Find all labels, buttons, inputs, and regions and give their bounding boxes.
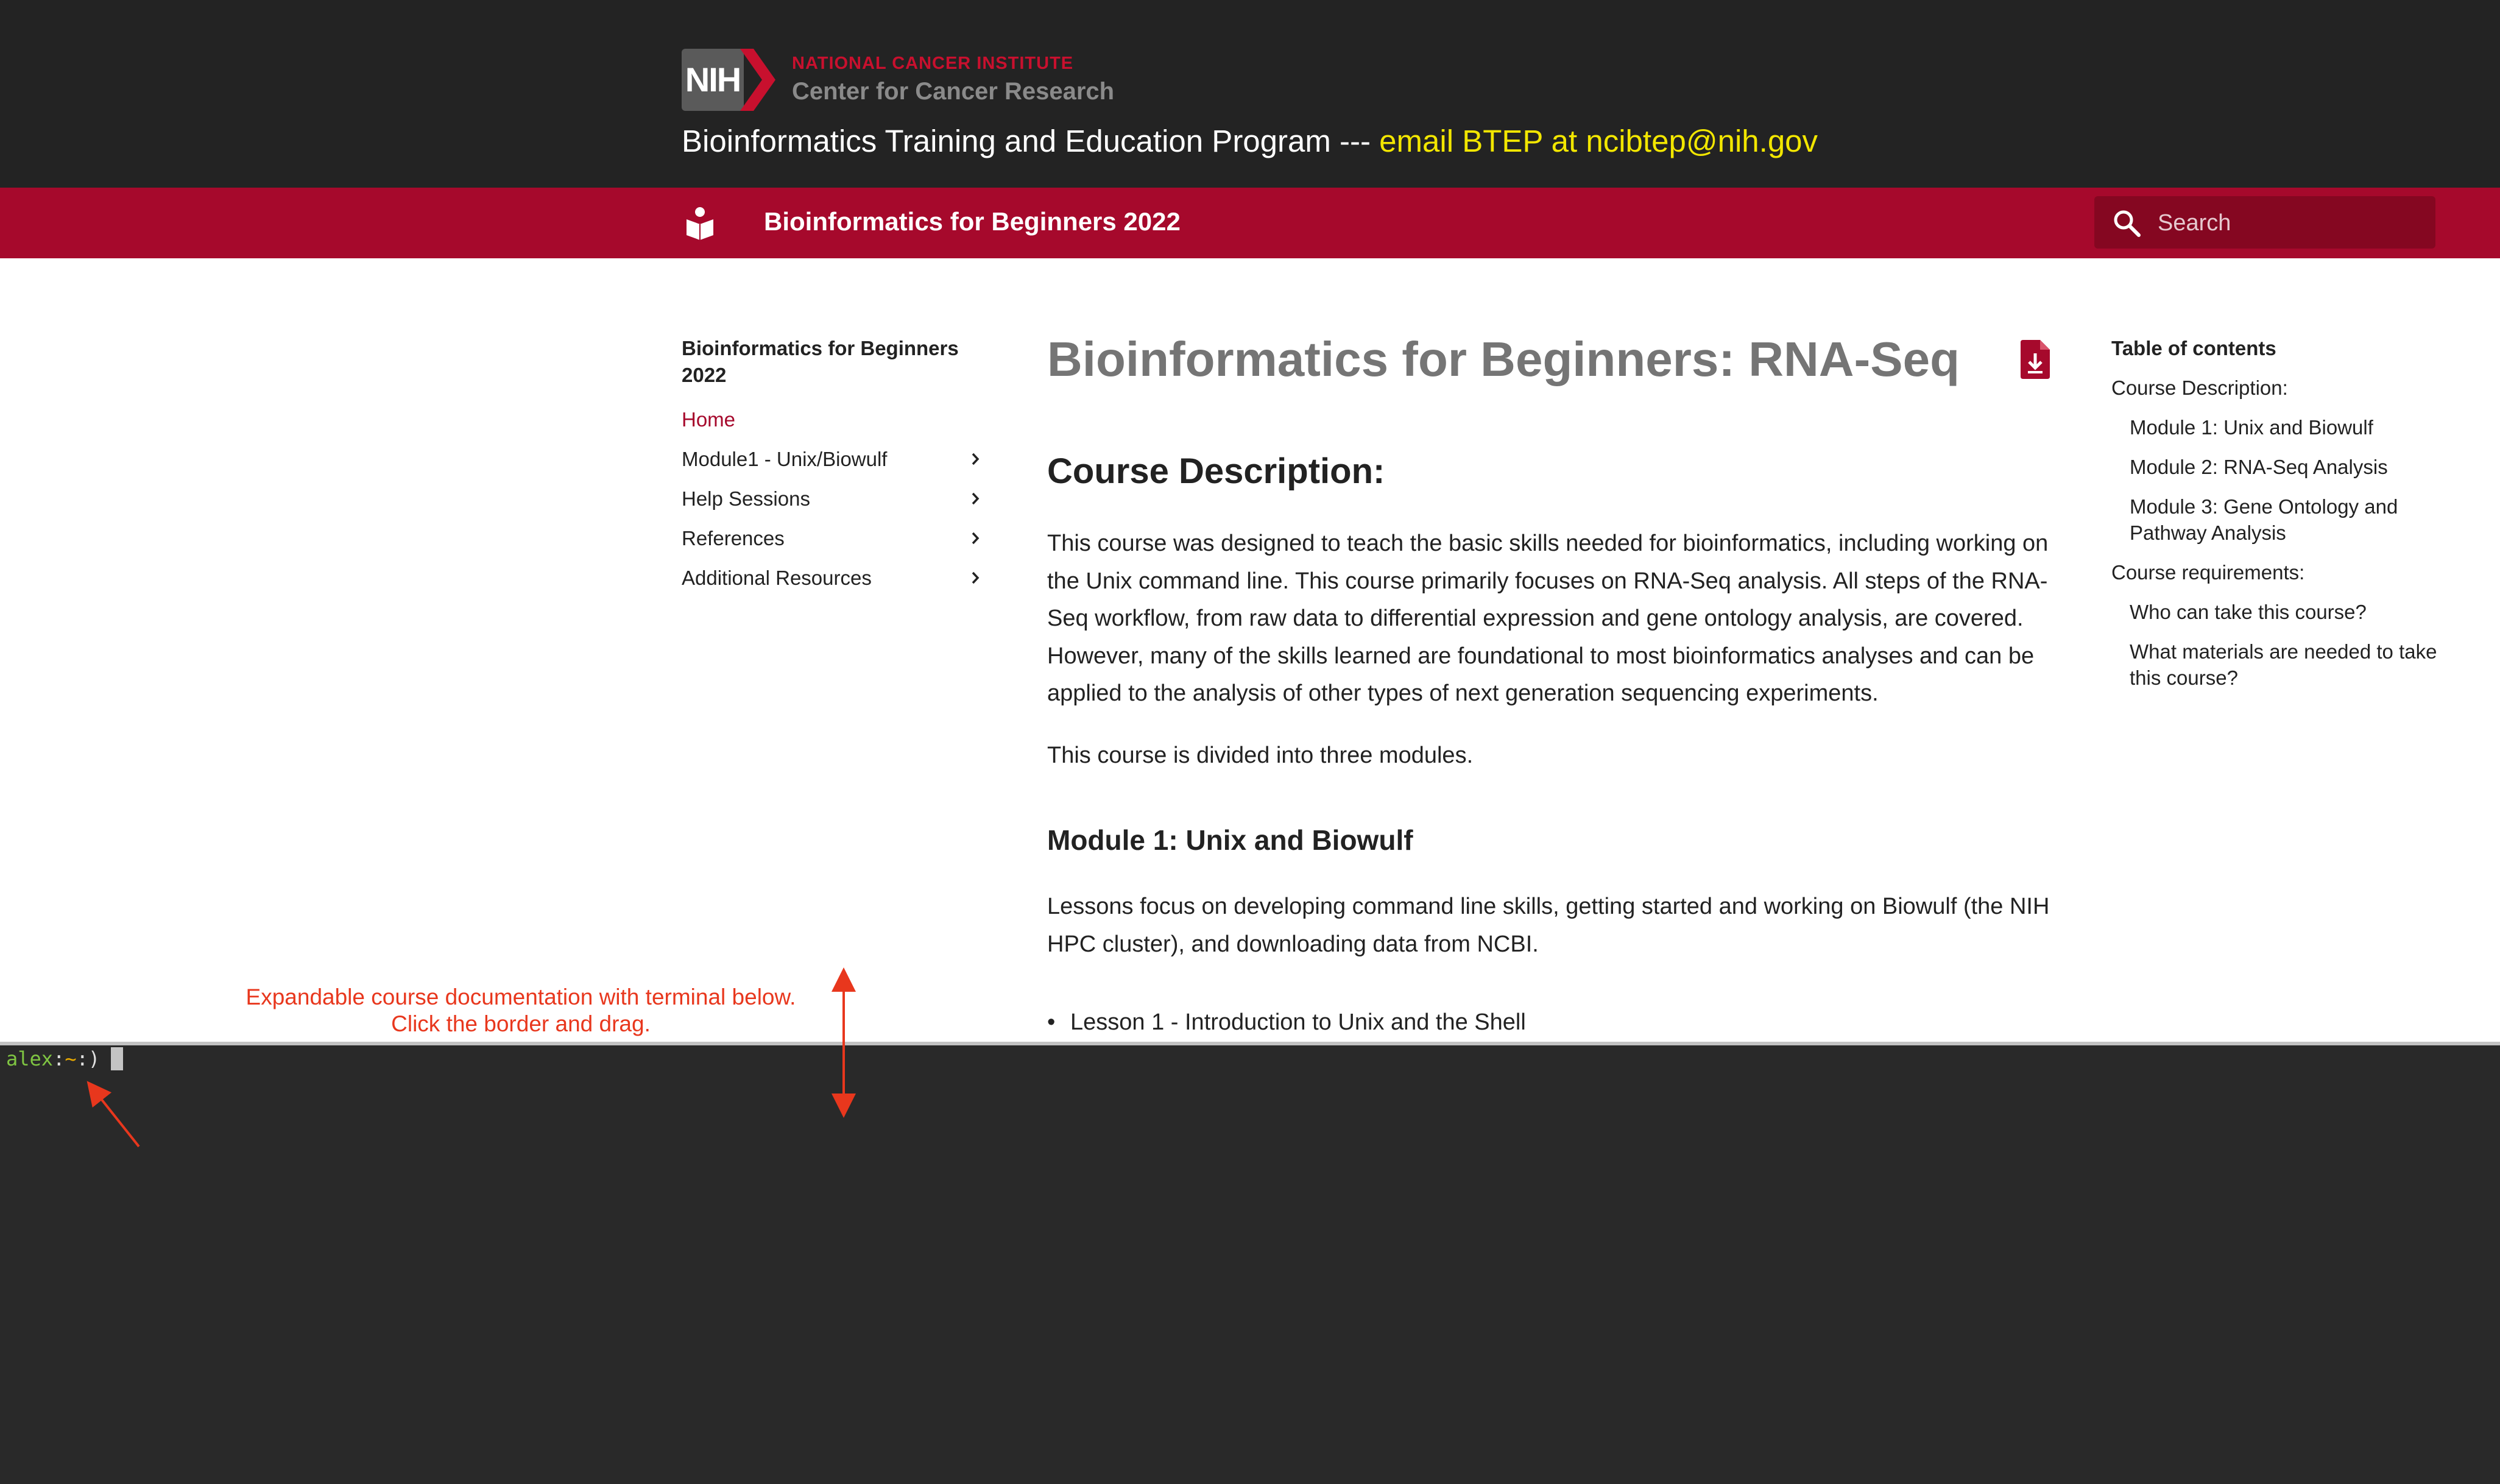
main-content bbox=[1047, 329, 2058, 1035]
chevron-right-icon[interactable] bbox=[968, 558, 983, 598]
prompt-user: alex bbox=[6, 1047, 54, 1070]
institute-name: NATIONAL CANCER INSTITUTE bbox=[792, 54, 1074, 73]
book-reader-icon[interactable] bbox=[682, 205, 718, 241]
sidebar-item-label: Additional Resources bbox=[682, 567, 872, 589]
email-link[interactable]: email BTEP at ncibtep@nih.gov bbox=[1379, 124, 1818, 158]
chevron-right-icon[interactable] bbox=[968, 518, 983, 558]
site-title-link[interactable]: Bioinformatics for Beginners 2022 bbox=[764, 207, 1181, 236]
prompt-directory: ~ bbox=[65, 1047, 77, 1070]
toc-item-course-description[interactable]: Course Description: bbox=[2111, 376, 2288, 399]
terminal-cursor bbox=[111, 1047, 123, 1070]
section-heading-course-description: Course Description: bbox=[1047, 451, 1385, 491]
nih-logo-chevron-icon bbox=[740, 49, 777, 111]
search-input[interactable] bbox=[2156, 205, 2421, 241]
prompt-symbol: :) bbox=[76, 1047, 101, 1070]
toc-item-course-requirements[interactable]: Course requirements: bbox=[2111, 561, 2305, 584]
center-name: Center for Cancer Research bbox=[792, 78, 1115, 105]
sidebar-item-module1[interactable] bbox=[682, 439, 986, 479]
annotation-line: Click the border and drag. bbox=[391, 1011, 651, 1036]
course-description-paragraph: This course was designed to teach the basic skills needed for bioinformatics, including working on the Unix command line. This course primarily focuses on RNA-Seq analysis. All steps of the RNA-Seq workflow, from raw data to differential expression and gene ontology analysis, are covered. However, many of the skills learned are foundational to most bioinformatics analyses and can be applied to the analysis of other types of next generation sequencing experiments. bbox=[1047, 531, 2049, 706]
list-item: • Lesson 1 - Introduction to Unix and the Shell bbox=[1070, 1004, 1526, 1041]
sidebar-title[interactable]: Bioinformatics for Beginners 2022 bbox=[682, 337, 959, 386]
sidebar-item-label: References bbox=[682, 527, 785, 549]
modules-intro-paragraph: This course is divided into three modules. bbox=[1047, 743, 1474, 768]
nih-logo[interactable]: NIH bbox=[682, 49, 744, 111]
sidebar-item-home[interactable] bbox=[682, 400, 986, 439]
sidebar-item-help-sessions[interactable] bbox=[682, 479, 986, 518]
sidebar-item-label: Module1 - Unix/Biowulf bbox=[682, 448, 888, 470]
command-prompt[interactable] bbox=[6, 1047, 123, 1071]
terminal-panel[interactable] bbox=[0, 1045, 2500, 1484]
site-header bbox=[0, 0, 2500, 188]
sidebar-item-references[interactable] bbox=[682, 518, 986, 558]
page-title: Bioinformatics for Beginners: RNA-Seq bbox=[1047, 332, 1960, 386]
toc-item-module2[interactable]: Module 2: RNA-Seq Analysis bbox=[2130, 456, 2388, 478]
sidebar-item-label: Home bbox=[682, 408, 736, 431]
toc-item-module1[interactable]: Module 1: Unix and Biowulf bbox=[2130, 416, 2373, 439]
chevron-right-icon[interactable] bbox=[968, 439, 983, 479]
annotation-line: Expandable course documentation with terminal below. bbox=[245, 984, 796, 1009]
toc-item-module3[interactable]: Module 3: Gene Ontology and Pathway Analysis bbox=[2130, 495, 2398, 544]
sidebar-item-additional-resources[interactable] bbox=[682, 558, 986, 598]
module1-paragraph: Lessons focus on developing command line skills, getting started and working on Biowulf (the NIH HPC cluster), and downloading data from NCBI. bbox=[1047, 894, 2050, 957]
toc-item-materials-needed[interactable]: What materials are needed to take this course? bbox=[2130, 640, 2437, 689]
program-banner bbox=[682, 123, 1818, 159]
chevron-right-icon[interactable] bbox=[968, 479, 983, 518]
prompt-colon: : bbox=[53, 1047, 65, 1070]
program-text: Bioinformatics Training and Education Program --- bbox=[682, 124, 1380, 158]
pdf-download-icon[interactable] bbox=[2021, 340, 2050, 379]
search-box[interactable] bbox=[2094, 196, 2435, 249]
table-of-contents bbox=[2111, 335, 2452, 704]
section-heading-module1: Module 1: Unix and Biowulf bbox=[1047, 824, 1413, 856]
toc-item-who-can-take[interactable]: Who can take this course? bbox=[2130, 601, 2367, 623]
sidebar-item-label: Help Sessions bbox=[682, 487, 810, 510]
sidebar bbox=[682, 335, 986, 598]
search-icon bbox=[2113, 209, 2141, 237]
annotation-expandable-docs bbox=[241, 984, 801, 1037]
toc-title: Table of contents bbox=[2111, 337, 2276, 359]
